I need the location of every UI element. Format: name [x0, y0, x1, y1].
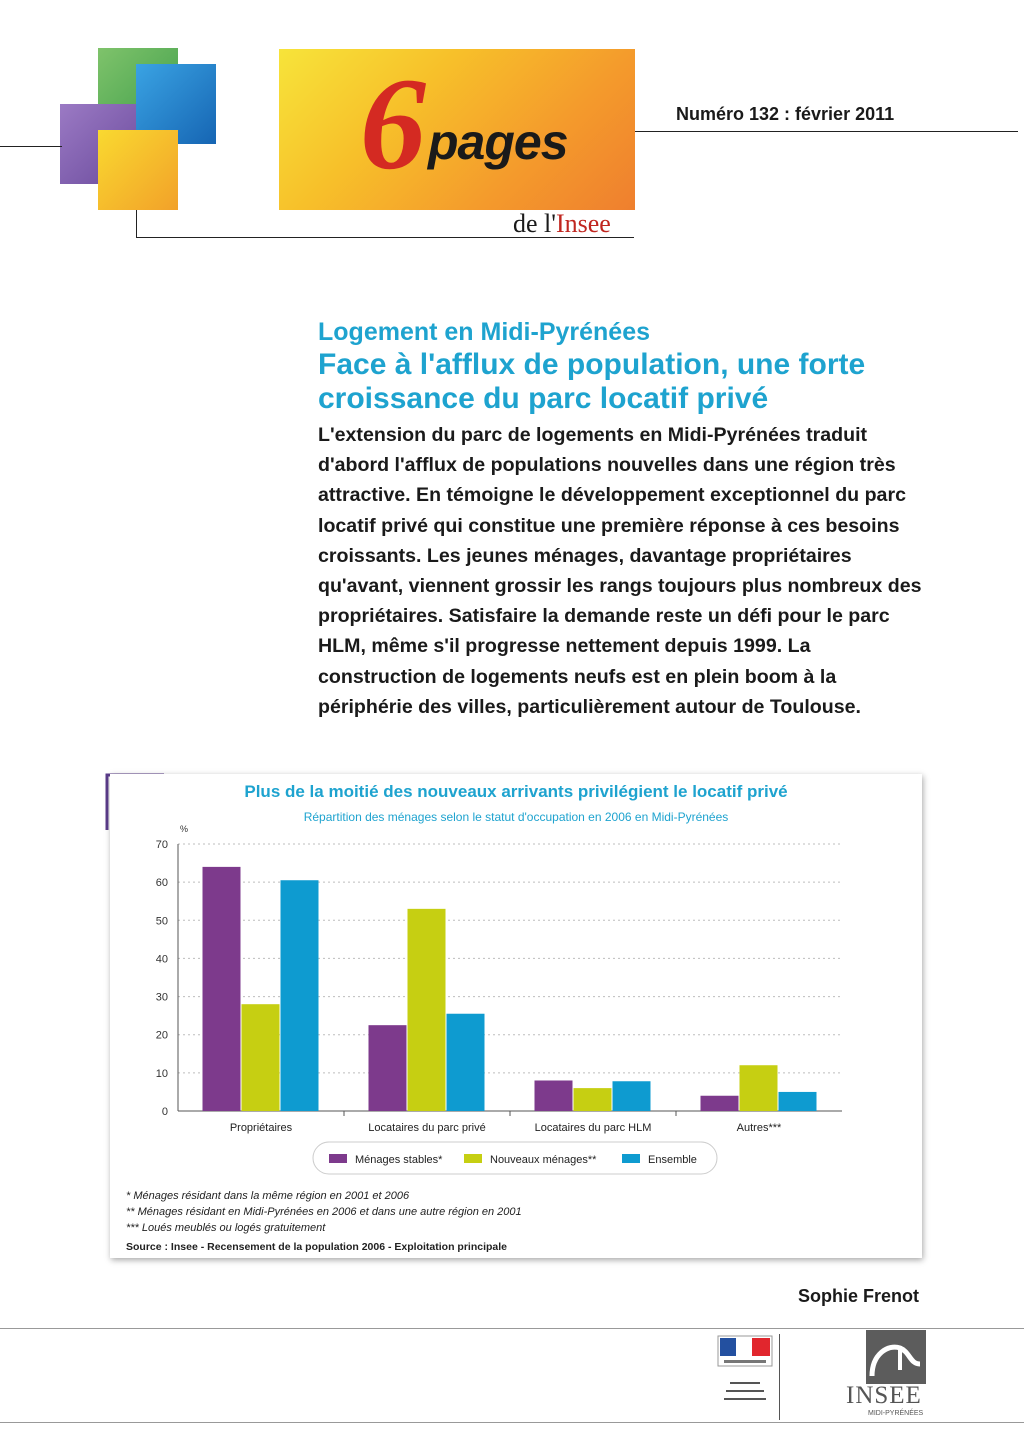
chart-subtitle: Répartition des ménages selon le statut d'occupation en 2006 en Midi-Pyrénées: [303, 810, 729, 824]
bar: [408, 909, 446, 1111]
marianne-logo: [712, 1334, 776, 1414]
bar: [779, 1092, 817, 1111]
y-tick-label: 20: [155, 1029, 168, 1042]
article-lead: L'extension du parc de logements en Midi-Pyrénées traduit d'abord l'afflux de populations nouvelles dans une région très attractive. En témoigne le développement exceptionnel du parc locatif privé qui constitue une première réponse à ces besoins croissants. Les jeunes ménages, davantage propriétaires qu'avant, viennent grossir les rangs toujours plus nombreux des propriétaires. Satisfaire la demande reste un défi pour le parc HLM, même s'il progresse nettement depuis 1999. La construction de logements neufs est en plein boom à la périphérie des villes, particulièrement autour de Toulouse.: [318, 424, 922, 718]
legend-label: Ménages stables*: [355, 1154, 443, 1166]
bar: [535, 1080, 573, 1111]
chart-plot: [110, 774, 922, 1194]
footer-rule-bottom: [0, 1422, 1024, 1423]
insee-logo-subtext: MIDI-PYRÉNÉES: [868, 1410, 924, 1417]
logo-word: pages: [428, 114, 568, 170]
y-tick-label: 10: [155, 1067, 168, 1080]
footer-logo-divider: [779, 1334, 780, 1420]
logo-subtitle-brand: Insee: [555, 209, 611, 238]
insee-logo-mark: [866, 1330, 926, 1384]
x-tick-label: Propriétaires: [229, 1122, 293, 1134]
chart-panel: [110, 774, 922, 1258]
chart-note-3: *** Loués meublés ou logés gratuitement: [126, 1222, 326, 1234]
insee-logo-text: INSEE: [846, 1382, 922, 1409]
chart-note-1: * Ménages résidant dans la même région en 2001 et 2006: [126, 1190, 410, 1202]
chart-title: Plus de la moitié des nouveaux arrivants privilégient le locatif privé: [244, 782, 788, 801]
x-tick-label: Locataires du parc HLM: [534, 1122, 652, 1134]
legend-swatch: [622, 1154, 640, 1163]
logo-number: 6: [360, 50, 426, 197]
bar: [447, 1014, 485, 1111]
y-tick-label: 30: [155, 991, 168, 1004]
logo-square-yellow: [98, 130, 178, 210]
chart-note-2: ** Ménages résidant en Midi-Pyrénées en 2006 et dans une autre région en 2001: [126, 1206, 522, 1218]
article-kicker: Logement en Midi-Pyrénées: [318, 318, 651, 346]
header-rule-right: [635, 131, 1018, 132]
y-tick-label: 0: [161, 1106, 168, 1118]
bar: [281, 880, 319, 1111]
article-headline: Face à l'afflux de population, une forte croissance du parc locatif privé: [318, 348, 866, 415]
bar: [574, 1088, 612, 1111]
x-tick-label: Autres***: [736, 1122, 782, 1134]
y-tick-label: 50: [155, 915, 168, 928]
legend-swatch: [329, 1154, 347, 1163]
x-tick-label: Locataires du parc privé: [368, 1122, 486, 1134]
footer-rule-top: [0, 1328, 1024, 1329]
header-rule-left: [0, 146, 62, 147]
logo-subtitle: [513, 209, 611, 239]
logo-subtitle-pre: de l': [513, 209, 556, 238]
author-name: Sophie Frenot: [798, 1286, 919, 1306]
chart-source: Source : Insee - Recensement de la population 2006 - Exploitation principale: [126, 1241, 508, 1253]
y-tick-label: 70: [155, 839, 168, 851]
y-tick-label: 60: [155, 877, 168, 890]
legend-label: Ensemble: [648, 1154, 697, 1166]
issue-label: Numéro 132 : février 2011: [676, 104, 895, 124]
bar: [613, 1081, 651, 1111]
bar: [203, 867, 241, 1111]
y-tick-label: 40: [155, 953, 168, 966]
bar: [369, 1025, 407, 1111]
y-axis-unit: %: [179, 824, 189, 834]
legend-swatch: [464, 1154, 482, 1163]
bar: [242, 1004, 280, 1111]
bar: [701, 1096, 739, 1111]
header-rule-vertical: [136, 210, 137, 238]
legend-label: Nouveaux ménages**: [490, 1154, 597, 1166]
bar: [740, 1065, 778, 1111]
